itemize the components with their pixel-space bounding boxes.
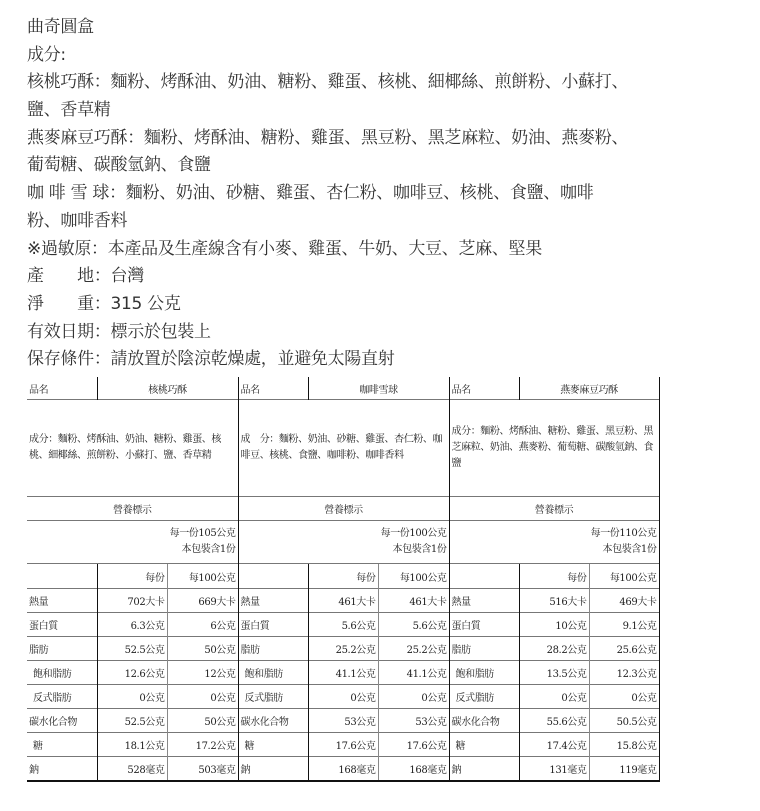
table-row [27,685,659,709]
value-per-serving: 0公克 [519,685,589,709]
product-ingredients: 成分：麵粉、烤酥油、糖粉、雞蛋、黑豆粉、黑芝麻粒、奶油、燕麥粉、葡萄糖、碳酸氫鈉、食鹽 [449,400,659,497]
origin-row [27,263,727,291]
storage-label: 保存條件 [27,349,94,370]
servings-per-package: 本包裝含1份 [602,544,657,555]
nutrient-name: 碳水化合物 [449,709,519,733]
value-per-100g: 41.1公克 [378,661,449,685]
value-per-100g: 50公克 [167,709,238,733]
nutrient-name: 脂肪 [238,637,308,661]
table-row [27,757,659,782]
serving-info [449,521,659,564]
value-per-serving: 17.4公克 [519,733,589,757]
name-label: 品名 [238,377,308,400]
col-per-100g: 每100公克 [167,564,238,589]
expiry-value: ：標示於包裝上 [93,321,211,342]
nutrient-name: 熱量 [238,589,308,613]
nutrient-name: 蛋白質 [238,613,308,637]
nutrition-table [27,377,660,782]
net-weight-row [27,291,727,319]
storage-row [27,346,727,374]
value-per-serving: 168毫克 [308,757,378,782]
ingredients-label: 成分: [27,44,66,65]
value-per-serving: 10公克 [519,613,589,637]
value-per-serving: 702大卡 [97,589,167,613]
product-name-row [27,377,659,400]
value-per-100g: 50公克 [167,637,238,661]
nutrition-title: 營養標示 [238,497,449,521]
product-ingredients: 成分：麵粉、烤酥油、奶油、糖粉、雞蛋、核桃、細椰絲、煎餅粉、小蘇打、鹽、香草精 [27,400,238,497]
nutrient-name: 鈉 [449,757,519,782]
product-name: 燕麥麻豆巧酥 [519,377,659,400]
column-header-row [27,564,659,589]
name-label: 品名 [29,384,49,396]
expiry-label: 有效日期 [27,321,94,342]
nutrition-title: 營養標示 [27,497,238,521]
nutrient-name: 飽和脂肪 [238,661,308,685]
nutrient-name: 飽和脂肪 [449,661,519,685]
product-name: 咖啡雪球 [308,377,449,400]
value-per-100g: 469大卡 [589,589,659,613]
nutrient-name: 反式脂肪 [238,685,308,709]
nutrient-name: 蛋白質 [449,613,519,637]
col-per-serving: 每份 [97,564,167,589]
value-per-100g: 25.2公克 [378,637,449,661]
nutrient-name: 飽和脂肪 [27,661,97,685]
nutrition-title: 營養標示 [449,497,659,521]
value-per-100g: 5.6公克 [378,613,449,637]
expiry-row [27,319,727,347]
nutrient-name: 脂肪 [449,637,519,661]
col-per-100g: 每100公克 [378,564,449,589]
value-per-serving: 528毫克 [97,757,167,782]
blank-header [27,564,97,589]
nutrient-name: 反式脂肪 [449,685,519,709]
value-per-serving: 5.6公克 [308,613,378,637]
value-per-serving: 0公克 [308,685,378,709]
value-per-serving: 53公克 [308,709,378,733]
value-per-100g: 12公克 [167,661,238,685]
value-per-serving: 52.5公克 [97,637,167,661]
col-per-serving: 每份 [308,564,378,589]
table-row [27,661,659,685]
value-per-100g: 17.6公克 [378,733,449,757]
value-per-100g: 461大卡 [378,589,449,613]
value-per-serving: 0公克 [97,685,167,709]
nutrient-name: 反式脂肪 [27,685,97,709]
product-ingredients: 成 分：麵粉、奶油、砂糖、雞蛋、杏仁粉、咖啡豆、核桃、食鹽、咖啡粉、咖啡香料 [238,400,449,497]
value-per-100g: 669大卡 [167,589,238,613]
value-per-100g: 6公克 [167,613,238,637]
ingredient-line: 咖 啡 雪 球：麵粉、奶油、砂糖、雞蛋、杏仁粉、咖啡豆、核桃、食鹽、咖啡 [27,183,594,204]
name-label: 品名 [449,377,519,400]
net-weight-label: 淨 重 [27,293,94,314]
servings-per-package: 本包裝含1份 [392,544,447,555]
value-per-100g: 0公克 [378,685,449,709]
value-per-serving: 52.5公克 [97,709,167,733]
nutrient-name: 糖 [27,733,97,757]
table-row [27,709,659,733]
value-per-serving: 6.3公克 [97,613,167,637]
value-per-serving: 12.6公克 [97,661,167,685]
nutrient-name: 鈉 [27,757,97,782]
net-weight-value: ：315 公克 [93,293,181,314]
value-per-serving: 18.1公克 [97,733,167,757]
allergen-notice: ※過敏原：本產品及生產線含有小麥、雞蛋、牛奶、大豆、芝麻、堅果 [27,238,542,259]
value-per-serving: 28.2公克 [519,637,589,661]
origin-label: 產 地 [27,266,94,287]
value-per-100g: 119毫克 [589,757,659,782]
value-per-100g: 17.2公克 [167,733,238,757]
nutrient-name: 碳水化合物 [238,709,308,733]
table-row [27,637,659,661]
ingredient-line: 燕麥麻豆巧酥：麵粉、烤酥油、糖粉、雞蛋、黑豆粉、黑芝麻粒、奶油、燕麥粉、 [27,127,629,148]
table-row [27,613,659,637]
value-per-serving: 131毫克 [519,757,589,782]
nutrient-name: 糖 [238,733,308,757]
ingredient-line: 核桃巧酥：麵粉、烤酥油、奶油、糖粉、雞蛋、核桃、細椰絲、煎餅粉、小蘇打、 [27,72,629,93]
serving-size: 每一份110公克 [590,528,657,539]
nutrient-name: 糖 [449,733,519,757]
col-per-100g: 每100公克 [589,564,659,589]
serving-info [27,521,238,564]
product-name: 核桃巧酥 [97,377,238,400]
value-per-100g: 15.8公克 [589,733,659,757]
origin-value: ：台灣 [93,266,144,287]
serving-row [27,521,659,564]
nutrient-name: 蛋白質 [27,613,97,637]
value-per-100g: 53公克 [378,709,449,733]
value-per-100g: 0公克 [589,685,659,709]
ingredient-line: 葡萄糖、碳酸氫鈉、食鹽 [27,155,211,176]
nutrient-name: 熱量 [449,589,519,613]
value-per-serving: 516大卡 [519,589,589,613]
product-title: 曲奇圓盒 [27,17,94,37]
storage-value: ：請放置於陰涼乾燥處，並避免太陽直射 [93,349,395,370]
blank-header [449,564,519,589]
serving-size: 每一份100公克 [380,528,447,539]
value-per-100g: 12.3公克 [589,661,659,685]
nutrient-name: 熱量 [27,589,97,613]
value-per-serving: 461大卡 [308,589,378,613]
col-per-serving: 每份 [519,564,589,589]
value-per-serving: 41.1公克 [308,661,378,685]
servings-per-package: 本包裝含1份 [181,544,236,555]
table-row [27,589,659,613]
nutrient-name: 脂肪 [27,637,97,661]
serving-info [238,521,449,564]
value-per-serving: 55.6公克 [519,709,589,733]
value-per-100g: 9.1公克 [589,613,659,637]
value-per-100g: 25.6公克 [589,637,659,661]
ingredients-row [27,400,659,497]
value-per-serving: 13.5公克 [519,661,589,685]
nutrient-name: 鈉 [238,757,308,782]
ingredient-line: 粉、咖啡香料 [27,210,128,231]
serving-size: 每一份105公克 [169,528,236,539]
blank-header [238,564,308,589]
ingredient-line: 鹽、香草精 [27,100,111,121]
value-per-serving: 25.2公克 [308,637,378,661]
value-per-100g: 503毫克 [167,757,238,782]
product-info [27,14,727,374]
value-per-100g: 168毫克 [378,757,449,782]
nutrient-name: 碳水化合物 [27,709,97,733]
value-per-100g: 50.5公克 [589,709,659,733]
table-row [27,733,659,757]
value-per-100g: 0公克 [167,685,238,709]
value-per-serving: 17.6公克 [308,733,378,757]
nutrition-title-row [27,497,659,521]
